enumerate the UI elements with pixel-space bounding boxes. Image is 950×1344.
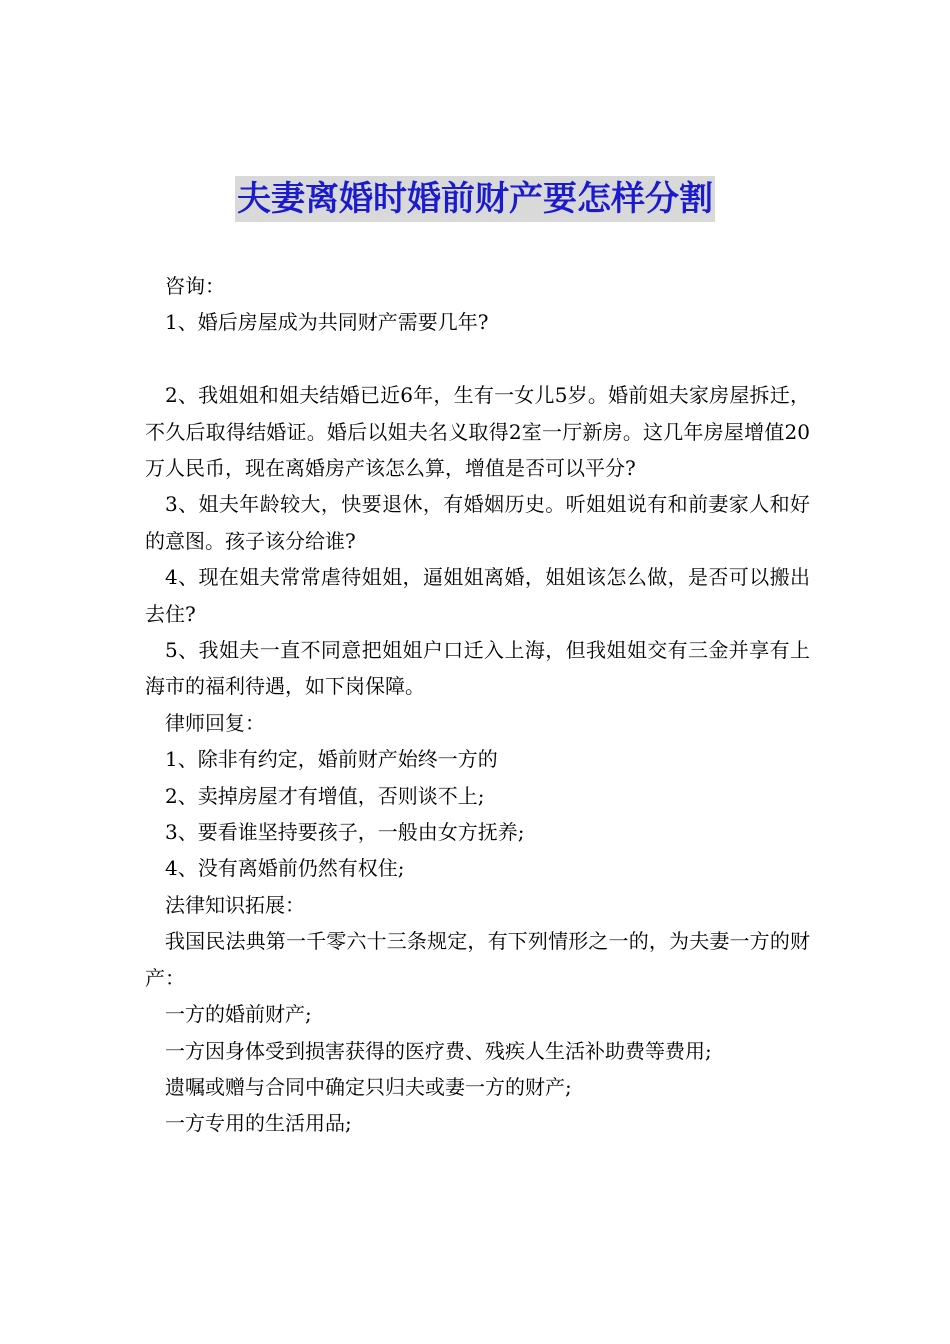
paragraph-item-personal-use: 一方专用的生活用品; (165, 1111, 352, 1136)
paragraph-lawyer-heading: 律师回复： (165, 710, 265, 735)
paragraph-extension-heading: 法律知识拓展： (165, 892, 305, 917)
paragraph-question-1: 1、婚后房屋成为共同财产需要几年? (165, 310, 489, 335)
paragraph-question-3: 3、姐夫年龄较大，快要退休，有婚姻历史。听姐姐说有和前妻家人和好的意图。孩子该分给谁? (145, 492, 810, 553)
paragraph-item-will-gift: 遗嘱或赠与合同中确定只归夫或妻一方的财产; (165, 1074, 572, 1099)
paragraph-law-article: 我国民法典第一千零六十三条规定，有下列情形之一的，为夫妻一方的财产： (145, 929, 810, 990)
paragraph-answer-2: 2、卖掉房屋才有增值，否则谈不上; (165, 783, 485, 808)
paragraph-item-medical: 一方因身体受到损害获得的医疗费、残疾人生活补助费等费用; (165, 1038, 712, 1063)
paragraph-answer-1: 1、除非有约定，婚前财产始终一方的 (165, 747, 498, 772)
paragraph-question-2: 2、我姐姐和姐夫结婚已近6年，生有一女儿5岁。婚前姐夫家房屋拆迁，不久后取得结婚证。婚后以姐夫名义取得2室一厅新房。这几年房屋增值20万人民币，现在离婚房产该怎么算，增值是否可以平分? (145, 383, 810, 481)
paragraph-question-5: 5、我姐夫一直不同意把姐姐户口迁入上海，但我姐姐交有三金并享有上海市的福利待遇，如下岗保障。 (145, 638, 810, 699)
blank-line (145, 341, 810, 377)
paragraph-answer-4: 4、没有离婚前仍然有权住; (165, 856, 405, 881)
title-container (0, 176, 950, 222)
paragraph-answer-3: 3、要看谁坚持要孩子，一般由女方抚养; (165, 820, 525, 845)
paragraph-question-4: 4、现在姐夫常常虐待姐姐，逼姐姐离婚，姐姐该怎么做，是否可以搬出去住? (145, 565, 810, 626)
document-title: 夫妻离婚时婚前财产要怎样分割 (235, 176, 715, 222)
paragraph-consult-heading: 咨询： (165, 274, 225, 298)
paragraph-item-premarital: 一方的婚前财产; (165, 1002, 312, 1027)
document-body (145, 268, 810, 1142)
